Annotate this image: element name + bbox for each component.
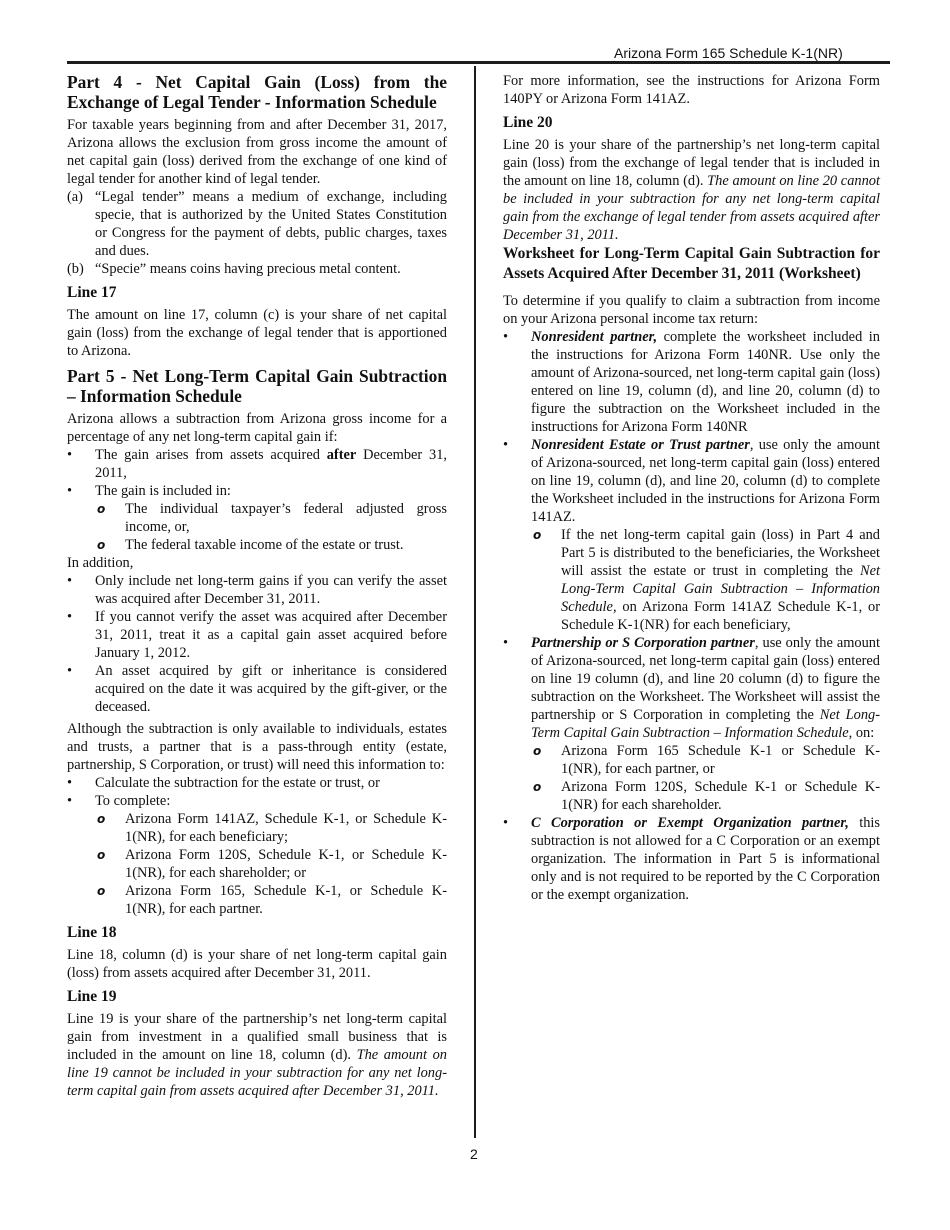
sub-bullet-icon: o (97, 884, 106, 898)
sub-list-item (67, 536, 447, 554)
bullet1-bold: after (326, 447, 357, 463)
definition-b-mark: (b) (67, 261, 84, 277)
bullet-icon: • (503, 329, 509, 345)
add3-text: An asset acquired by gift or inheritance is considered acquired on the date it was acquired by the gift-giver, or the deceased. (95, 663, 447, 715)
need2-text: To complete: (95, 793, 171, 809)
sub-bullet-icon: o (97, 502, 106, 516)
line17-text: The amount on line 17, column (c) is your share of net capital gain (loss) from the exchange of legal tender that is apportioned to Arizona. (67, 307, 447, 359)
bullet-icon: • (67, 663, 73, 679)
ps-partner-label: Partnership or S Corporation partner (531, 635, 755, 651)
ps-sub1-text: Arizona Form 165 Schedule K-1 or Schedule K-1(NR), for each partner, or (561, 743, 880, 777)
bullet-icon: • (67, 573, 73, 589)
definition-b-text: “Specie” means coins having precious metal content. (95, 261, 401, 277)
sub-bullet-icon: o (97, 848, 106, 862)
definition-a-text: “Legal tender” means a medium of exchange, including specie, that is authorized by the United States Constitution or Congress for the payment of debts, public charges, taxes and dues. (95, 189, 447, 259)
nr-estate-label: Nonresident Estate or Trust partner (531, 437, 750, 453)
list-item (67, 446, 447, 482)
sub-list-item (503, 742, 880, 778)
add1-text: Only include net long-term gains if you can verify the asset was acquired after December 31, 2011. (95, 573, 447, 607)
page-number: 2 (470, 1146, 478, 1162)
line20-heading: Line 20 (503, 114, 553, 131)
sub-bullet-icon: o (97, 812, 106, 826)
ps-partner-italic: Net Long-Term Capital Gain Subtraction – Information Schedule (531, 707, 881, 741)
bullet-icon: • (503, 437, 509, 453)
list-item (67, 662, 447, 716)
nr-partner-text: complete the worksheet included in the instructions for Arizona Form 140NR. Use only the amount of Arizona-sourced, net long-term capital gain (loss) entered on line 19, column (d), and line 20, column (d) to figure the subtraction on the Worksheet included in the instructions for Arizona Form 140NR (531, 329, 880, 435)
header-rule (67, 61, 890, 64)
comp3-text: Arizona Form 165, Schedule K-1, or Schedule K-1(NR), for each partner. (125, 883, 447, 917)
estate-sub-italic: Net Long-Term Capital Gain Subtraction – Information Schedule, (561, 563, 880, 615)
form-header-title: Arizona Form 165 Schedule K-1(NR) (614, 45, 843, 61)
definition-b (67, 260, 447, 278)
sub-bullet-icon: o (533, 780, 542, 794)
bullet1-post: December 31, 2011, (95, 447, 447, 481)
ps-sub2-text: Arizona Form 120S, Schedule K-1 or Schedule K-1(NR) for each shareholder. (561, 779, 880, 813)
line19-heading: Line 19 (67, 988, 117, 1005)
bullet-icon: • (503, 815, 509, 831)
sub-bullet-icon: o (97, 538, 106, 552)
c-corp-text: this subtraction is not allowed for a C Corporation or an exempt organization. The information in Part 5 is informational only and is not required to be reported by the C Corporation or the exempt organization. (531, 815, 880, 903)
sub-list-item (67, 846, 447, 882)
determine-text: To determine if you qualify to claim a subtraction from income on your Arizona personal income tax return: (503, 293, 880, 327)
line19-italic: The amount on line 19 cannot be included in your subtraction for any net long-term capital gain from assets acquired after December 31, 2011. (67, 1047, 447, 1099)
list-item (67, 572, 447, 608)
sub1-text: The individual taxpayer’s federal adjusted gross income, or, (125, 501, 447, 535)
although-text: Although the subtraction is only available to individuals, estates and trusts, a partner that is a pass-through entity (estate, partnership, S Corporation, or trust) will need this information to: (67, 721, 447, 773)
comp2-text: Arizona Form 120S, Schedule K-1, or Schedule K-1(NR), for each shareholder; or (125, 847, 447, 881)
sub-list-item (503, 778, 880, 814)
bullet-icon: • (67, 775, 73, 791)
bullet-icon: • (503, 635, 509, 651)
worksheet-heading: Worksheet for Long-Term Capital Gain Subtraction for Assets Acquired After December 31, 2011 (Worksheet) (503, 245, 880, 282)
more-info-text: For more information, see the instructions for Arizona Form 140PY or Arizona Form 141AZ. (503, 73, 880, 107)
line20-body: Line 20 is your share of the partnership’s net long-term capital gain (loss) from the exchange of legal tender that is included in the amount on line 18, column (d). (503, 137, 880, 189)
line19-body: Line 19 is your share of the partnership’s net long-term capital gain from investment in a qualified small business that is included in the amount on line 18, column (d). (67, 1011, 447, 1063)
part4-heading: Part 4 - Net Capital Gain (Loss) from the Exchange of Legal Tender - Information Schedule (67, 72, 447, 112)
bullet1-text: The gain arises from assets acquired (95, 447, 320, 463)
estate-sub-post: on Arizona Form 141AZ Schedule K-1, or Schedule K-1(NR) for each beneficiary, (561, 599, 880, 633)
line20-italic: The amount on line 20 cannot be included in your subtraction for any net long-term capital gain from the exchange of legal tender from assets acquired after December 31, 2011. (503, 173, 880, 243)
estate-sub-text: If the net long-term capital gain (loss) in Part 4 and Part 5 is distributed to the beneficiaries, the Worksheet will assist the estate or trust in completing the (561, 527, 880, 579)
bullet-icon: • (67, 609, 73, 625)
list-item (503, 634, 880, 742)
line18-text: Line 18, column (d) is your share of net long-term capital gain (loss) from assets acquired after December 31, 2011. (67, 947, 447, 981)
bullet2-text: The gain is included in: (95, 483, 231, 499)
bullet-icon: • (67, 793, 73, 809)
sub-list-item (67, 810, 447, 846)
definition-a-mark: (a) (67, 189, 83, 205)
in-addition: In addition, (67, 555, 134, 571)
line20-text (503, 136, 880, 244)
list-item (67, 792, 447, 810)
nr-estate-text: , use only the amount of Arizona-sourced, net long-term capital gain (loss) entered on line 19, column (d), and line 20, column (d) to complete the Worksheet included in the instructions for Arizona Form 141AZ. (531, 437, 880, 525)
sub-list-item (67, 500, 447, 536)
left-column (67, 72, 447, 1100)
line18-heading: Line 18 (67, 924, 117, 941)
comp1-text: Arizona Form 141AZ, Schedule K-1, or Schedule K-1(NR), for each beneficiary; (125, 811, 447, 845)
part4-intro: For taxable years beginning from and after December 31, 2017, Arizona allows the exclusion from gross income the amount of net capital gain (loss) derived from the exchange of one kind of legal tender for another kind of legal tender. (67, 117, 447, 187)
sub-bullet-icon: o (533, 528, 542, 542)
part5-intro: Arizona allows a subtraction from Arizona gross income for a percentage of any net long-term capital gain if: (67, 411, 447, 445)
nr-partner-label: Nonresident partner, (531, 329, 658, 345)
line17-heading: Line 17 (67, 284, 117, 301)
line19-text (67, 1010, 447, 1100)
part5-heading: Part 5 - Net Long-Term Capital Gain Subtraction – Information Schedule (67, 366, 447, 406)
add2-text: If you cannot verify the asset was acquired after December 31, 2011, treat it as a capital gain asset acquired before January 1, 2012. (95, 609, 447, 661)
bullet-icon: • (67, 483, 73, 499)
column-divider (474, 66, 476, 1138)
ps-partner-post: , on: (848, 725, 875, 741)
list-item (67, 608, 447, 662)
need1-text: Calculate the subtraction for the estate or trust, or (95, 775, 380, 791)
sub-bullet-icon: o (533, 744, 542, 758)
list-item (67, 482, 447, 500)
list-item (503, 436, 880, 526)
list-item (67, 774, 447, 792)
definition-a (67, 188, 447, 260)
sub-list-item (67, 882, 447, 918)
sub-list-item (503, 526, 880, 634)
sub2-text: The federal taxable income of the estate or trust. (125, 537, 404, 553)
list-item (503, 328, 880, 436)
right-column (503, 72, 880, 904)
list-item (503, 814, 880, 904)
c-corp-label: C Corporation or Exempt Organization partner, (531, 815, 849, 831)
bullet-icon: • (67, 447, 73, 463)
ps-partner-text: , use only the amount of Arizona-sourced, net long-term capital gain (loss) entered on line 19 column (d), and line 20 column (d) to figure the subtraction on the Worksheet. The Worksheet will assist the partnership or S Corporation in completing the (531, 635, 880, 723)
